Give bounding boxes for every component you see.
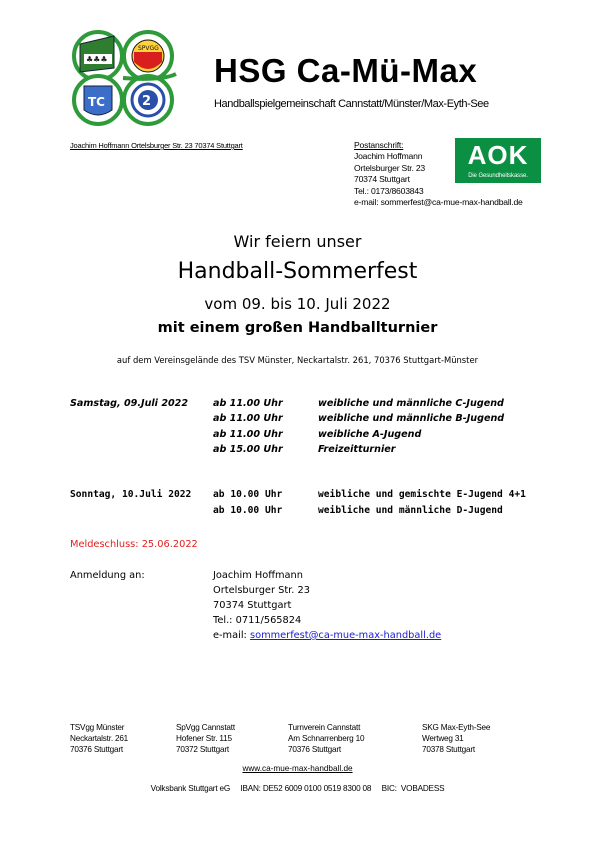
svg-text:SPVGG: SPVGG xyxy=(138,45,159,52)
svg-text:♣♣♣: ♣♣♣ xyxy=(86,55,108,64)
footer-club-street: Am Schnarrenberg 10 xyxy=(288,733,365,743)
schedule-time: ab 15.00 Uhr xyxy=(213,444,283,455)
registration-line: Tel.: 0711/565824 xyxy=(213,615,302,626)
registration-email-link[interactable]: sommerfest@ca-mue-max-handball.de xyxy=(249,630,442,641)
postal-line: Joachim Hoffmann xyxy=(354,151,423,162)
sender-line: Joachim Hoffmann Ortelsburger Str. 23 70374 Stuttgart xyxy=(70,141,243,150)
schedule-time: ab 10.00 Uhr xyxy=(213,489,283,500)
page-subtitle: Handballspielgemeinschaft Cannstatt/Münster/Max-Eyth-See xyxy=(214,98,489,110)
schedule-group: weibliche und gemischte E-Jugend 4+1 xyxy=(318,489,526,500)
postal-heading: Postanschrift: xyxy=(354,140,404,150)
page-title: HSG Ca-Mü-Max xyxy=(214,52,478,89)
registration-line: 70374 Stuttgart xyxy=(213,600,292,611)
footer-club-name: Turnverein Cannstatt xyxy=(288,723,361,732)
schedule-time: ab 11.00 Uhr xyxy=(213,398,283,409)
schedule-group: weibliche und männliche C-Jugend xyxy=(318,398,504,409)
schedule-day-saturday: Samstag, 09.Juli 2022 xyxy=(70,398,189,409)
announcement-headline: Handball-Sommerfest xyxy=(177,259,418,284)
club-logo-icon xyxy=(66,26,186,126)
postal-line: Tel.: 0173/8603843 xyxy=(354,185,424,196)
postal-line: 70374 Stuttgart xyxy=(354,174,410,185)
registration-deadline: Meldeschluss: 25.06.2022 xyxy=(70,539,198,550)
aok-logo-word: AOK xyxy=(467,140,529,170)
footer-club-city: 70376 Stuttgart xyxy=(288,744,341,754)
announcement-dates: vom 09. bis 10. Juli 2022 xyxy=(204,295,391,313)
footer-club-name: SpVgg Cannstatt xyxy=(176,723,235,732)
announcement-line-1: Wir feiern unser xyxy=(233,232,362,251)
registration-email-prefix: e-mail: xyxy=(213,630,250,641)
footer-bank-details: Volksbank Stuttgart eG IBAN: DE52 6009 0100 0519 8300 08 BIC: VOBADESS xyxy=(150,784,445,793)
footer-club-city: 70376 Stuttgart xyxy=(70,744,123,754)
schedule-group: weibliche und männliche B-Jugend xyxy=(318,413,505,424)
aok-logo xyxy=(455,138,541,183)
footer-club xyxy=(422,723,490,755)
postal-line: Ortelsburger Str. 23 xyxy=(354,162,425,173)
announcement-tournament: mit einem großen Handballturnier xyxy=(157,320,438,336)
footer-club xyxy=(176,723,235,755)
schedule-group: weibliche und männliche D-Jugend xyxy=(318,505,503,516)
footer-club-street: Neckartalstr. 261 xyxy=(70,733,129,743)
schedule-time: ab 10.00 Uhr xyxy=(213,505,283,516)
footer-club xyxy=(288,723,364,755)
schedule-group: weibliche A-Jugend xyxy=(318,429,422,440)
registration-label: Anmeldung an: xyxy=(70,570,145,581)
footer-club-street: Hofener Str. 115 xyxy=(176,733,232,743)
svg-text:2: 2 xyxy=(142,94,152,109)
schedule-time: ab 11.00 Uhr xyxy=(213,429,283,440)
footer-club-name: TSVgg Münster xyxy=(70,723,125,732)
footer-club-city: 70378 Stuttgart xyxy=(422,744,475,754)
schedule-group: Freizeitturnier xyxy=(318,444,396,455)
footer-club-name: SKG Max-Eyth-See xyxy=(422,723,491,732)
footer-club-city: 70372 Stuttgart xyxy=(176,744,229,754)
registration-line: Ortelsburger Str. 23 xyxy=(213,585,310,596)
footer-website-link[interactable]: www.ca-mue-max-handball.de xyxy=(242,764,353,773)
registration-line: Joachim Hoffmann xyxy=(213,570,303,581)
schedule-time: ab 11.00 Uhr xyxy=(213,413,283,424)
registration-email-line xyxy=(213,630,441,641)
aok-logo-tagline: Die Gesundheitskasse. xyxy=(468,173,528,179)
footer-club-street: Wertweg 31 xyxy=(422,733,464,743)
venue-line: auf dem Vereinsgelände des TSV Münster, Neckartalstr. 261, 70376 Stuttgart-Münster xyxy=(116,355,479,365)
schedule-day-sunday: Sonntag, 10.Juli 2022 xyxy=(70,489,192,500)
svg-text:TC: TC xyxy=(88,95,105,109)
footer-club xyxy=(70,723,128,755)
postal-line: e-mail: sommerfest@ca-mue-max-handball.de xyxy=(354,197,523,208)
